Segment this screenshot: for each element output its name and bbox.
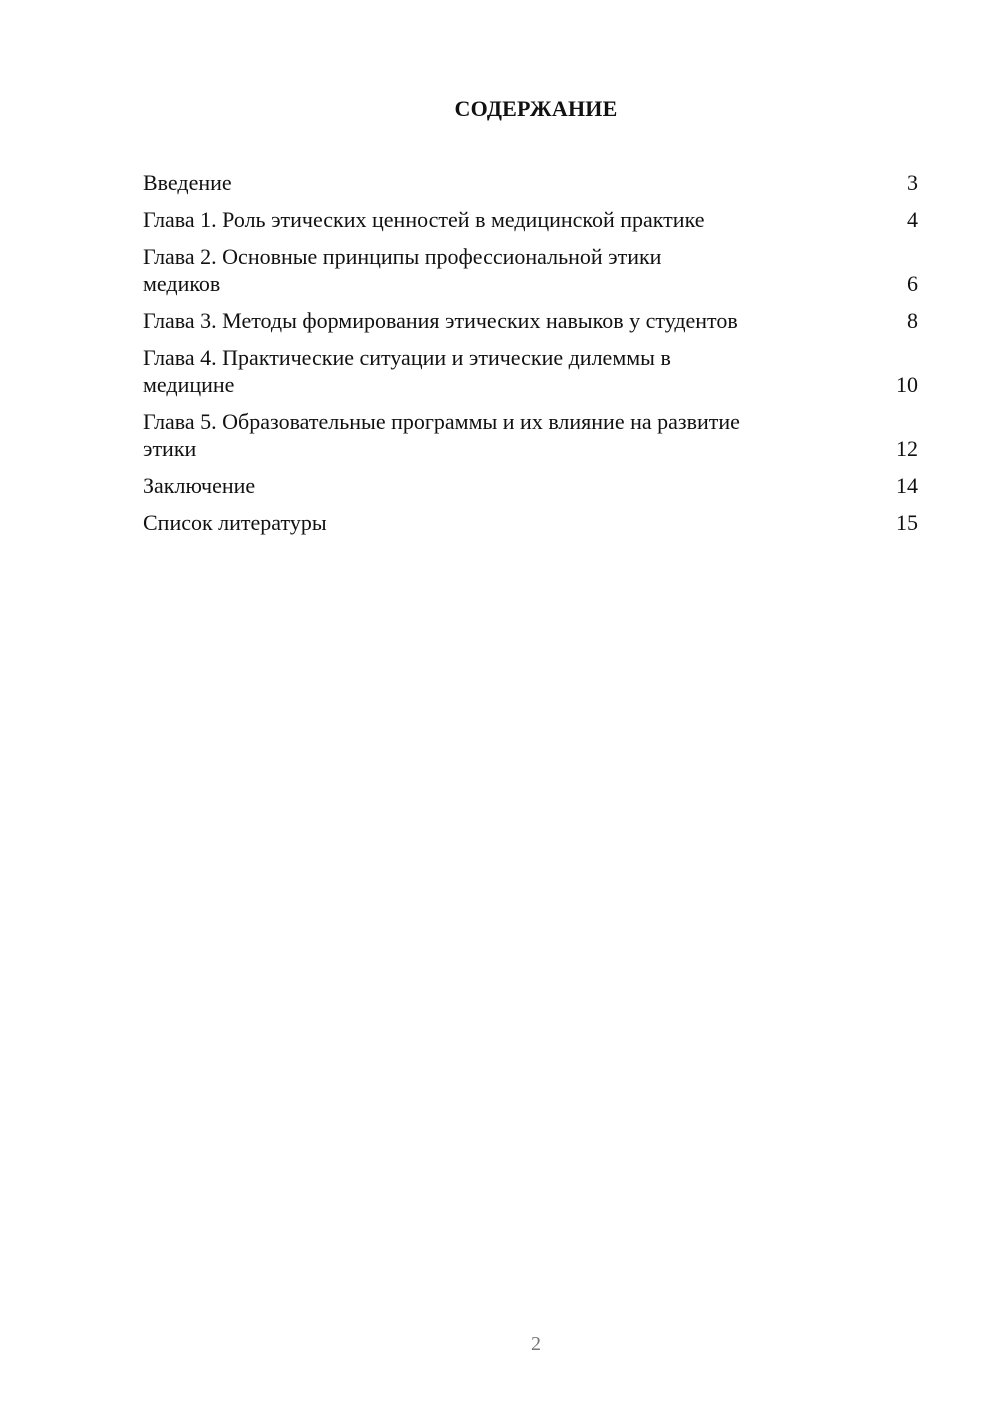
toc-entry-chapter-2 [143,243,918,297]
toc-entry-text: Введение [143,170,232,195]
toc-entry-text: Список литературы [143,510,327,535]
toc-entry-chapter-5 [143,408,918,462]
toc-entry-chapter-4 [143,344,918,398]
toc-entry-text: Глава 3. Методы формирования этических навыков у студентов [143,308,738,333]
toc-entry-text: Глава 5. Образовательные программы и их влияние на развитие этики [143,409,740,461]
toc-entry-page: 6 [907,271,918,296]
toc-entry-page: 4 [907,207,918,232]
toc-entry-page: 12 [896,436,918,461]
toc-entry-introduction [143,169,918,196]
toc-entry-conclusion [143,472,918,499]
toc-entry-page: 15 [896,510,918,535]
toc-entry-chapter-1 [143,206,918,233]
toc-entry-page: 14 [896,473,918,498]
page-number: 2 [531,1333,541,1355]
toc-heading: СОДЕРЖАНИЕ [454,96,618,121]
toc-list [143,169,918,546]
toc-entry-chapter-3 [143,307,918,334]
toc-entry-references [143,509,918,536]
toc-entry-text: Глава 4. Практические ситуации и этические дилеммы в медицине [143,345,671,397]
toc-entry-text: Глава 2. Основные принципы профессиональной этики медиков [143,244,662,296]
toc-entry-page: 10 [896,372,918,397]
toc-entry-page: 3 [907,170,918,195]
toc-entry-text: Заключение [143,473,256,498]
toc-entry-page: 8 [907,308,918,333]
toc-entry-text: Глава 1. Роль этических ценностей в медицинской практике [143,207,705,232]
